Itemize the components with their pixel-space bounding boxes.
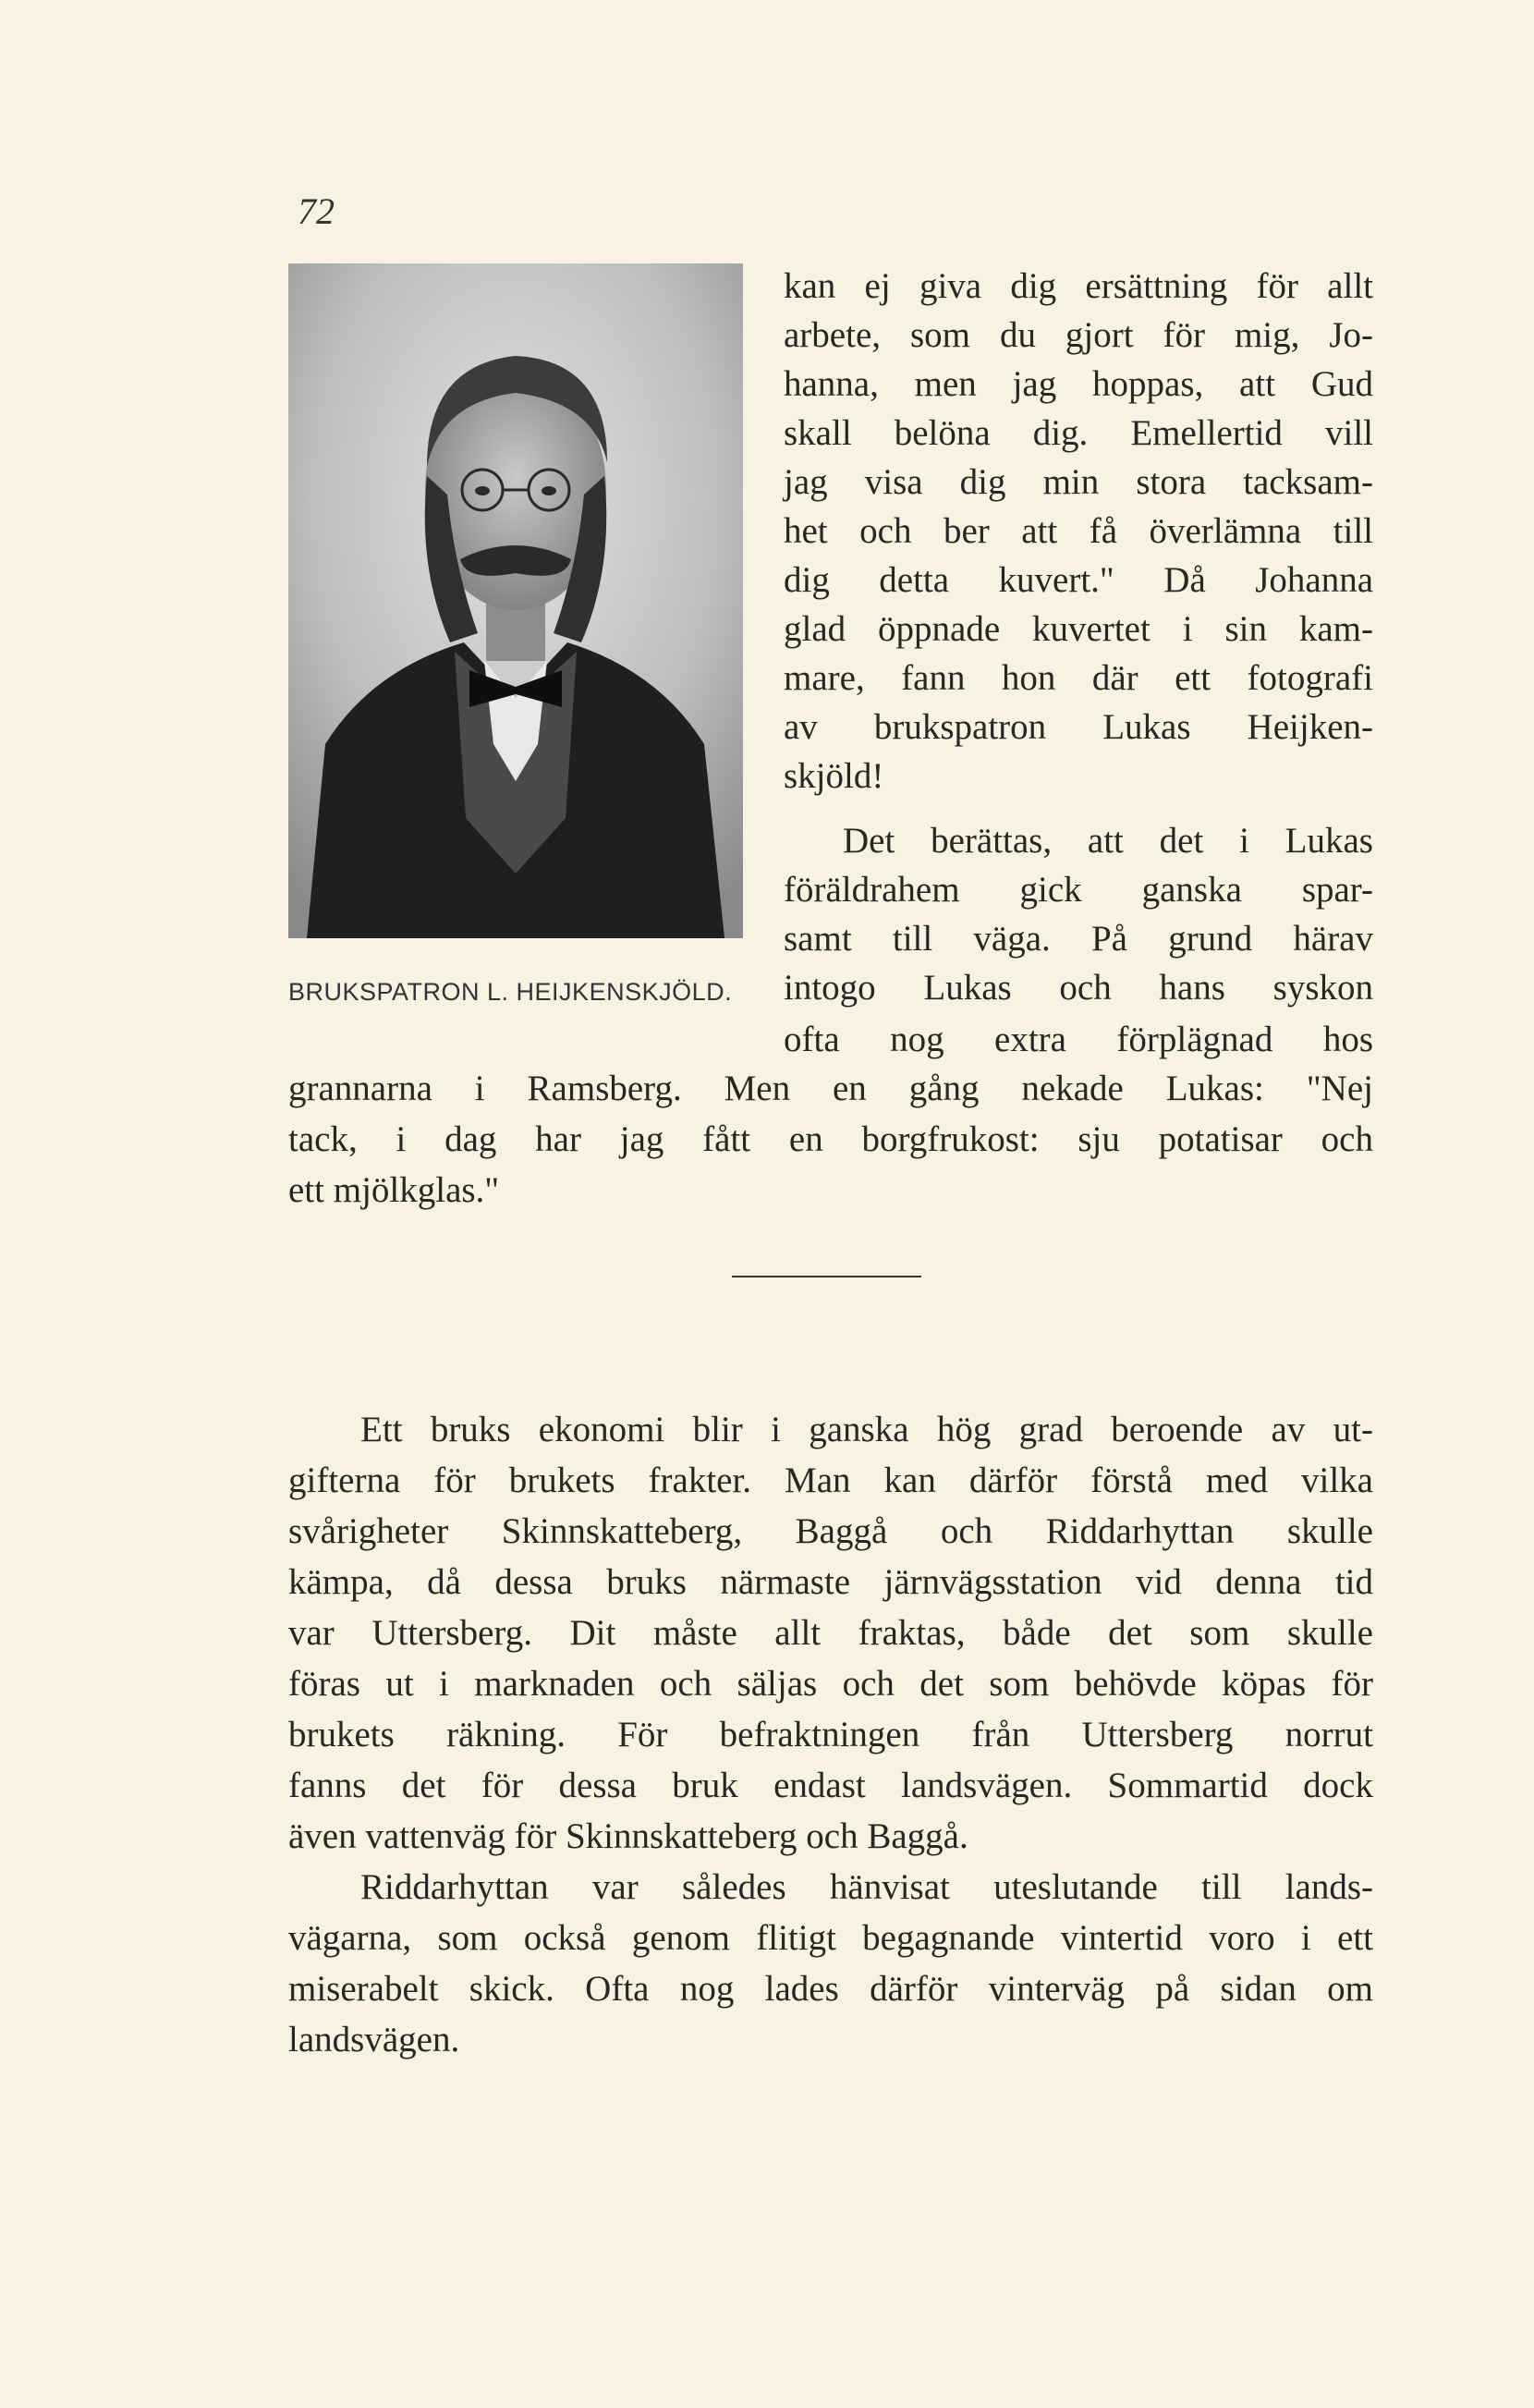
text-line: tack, i dag har jag fått en borgfrukost: sju potatisar och — [288, 1119, 1373, 1159]
text-line: brukets räkning. För befraktningen från Uttersberg norrut — [288, 1715, 1373, 1754]
text-line: grannarna i Ramsberg. Men en gång nekade Lukas: "Nej — [288, 1069, 1373, 1108]
text-line: arbete, som du gjort för mig, Jo- — [784, 315, 1373, 355]
text-line: ofta nog extra förplägnad hos — [784, 1020, 1373, 1059]
text-line: miserabelt skick. Ofta nog lades därför vinterväg på sidan om — [288, 1969, 1373, 2009]
section-divider — [732, 1276, 921, 1277]
text-line: landsvägen. — [288, 2020, 460, 2060]
text-line: skjöld! — [784, 756, 884, 796]
text-line: var Uttersberg. Dit måste allt fraktas, både det som skulle — [288, 1613, 1373, 1653]
text-line: Det berättas, att det i Lukas — [843, 821, 1373, 861]
text-line: kan ej giva dig ersättning för allt — [784, 266, 1373, 306]
text-line: glad öppnade kuvertet i sin kam- — [784, 609, 1373, 649]
text-line: föras ut i marknaden och säljas och det som behövde köpas för — [288, 1664, 1373, 1704]
text-line: fanns det för dessa bruk endast landsvägen. Sommartid dock — [288, 1766, 1373, 1805]
portrait-photo — [288, 263, 743, 938]
text-line: även vattenväg för Skinnskatteberg och Baggå. — [288, 1816, 968, 1856]
text-line: vägarna, som också genom flitigt begagnande vintertid voro i ett — [288, 1918, 1373, 1958]
text-line: Riddarhyttan var således hänvisat uteslutande till lands- — [360, 1867, 1373, 1907]
text-line: mare, fann hon där ett fotografi — [784, 658, 1373, 698]
text-line: föräldrahem gick ganska spar- — [784, 870, 1373, 910]
text-line: het och ber att få överlämna till — [784, 511, 1373, 551]
text-line: ett mjölkglas." — [288, 1170, 500, 1210]
text-line: intogo Lukas och hans syskon — [784, 968, 1373, 1008]
text-line: Ett bruks ekonomi blir i ganska hög grad beroende av ut- — [360, 1410, 1373, 1449]
page-number: 72 — [298, 190, 335, 232]
text-line: jag visa dig min stora tacksam- — [784, 462, 1373, 502]
text-line: dig detta kuvert." Då Johanna — [784, 560, 1373, 600]
text-line: hanna, men jag hoppas, att Gud — [784, 364, 1373, 404]
text-line: kämpa, då dessa bruks närmaste järnvägsstation vid denna tid — [288, 1562, 1373, 1602]
text-line: skall belöna dig. Emellertid vill — [784, 413, 1373, 453]
portrait-caption: BRUKSPATRON L. HEIJKENSKJÖLD. — [288, 978, 733, 1006]
text-line: av brukspatron Lukas Heijken- — [784, 707, 1373, 747]
text-line: samt till väga. På grund härav — [784, 919, 1373, 959]
portrait-icon — [288, 263, 743, 938]
text-line: gifterna för brukets frakter. Man kan därför förstå med vilka — [288, 1461, 1373, 1500]
text-line: svårigheter Skinnskatteberg, Baggå och Riddarhyttan skulle — [288, 1511, 1373, 1551]
